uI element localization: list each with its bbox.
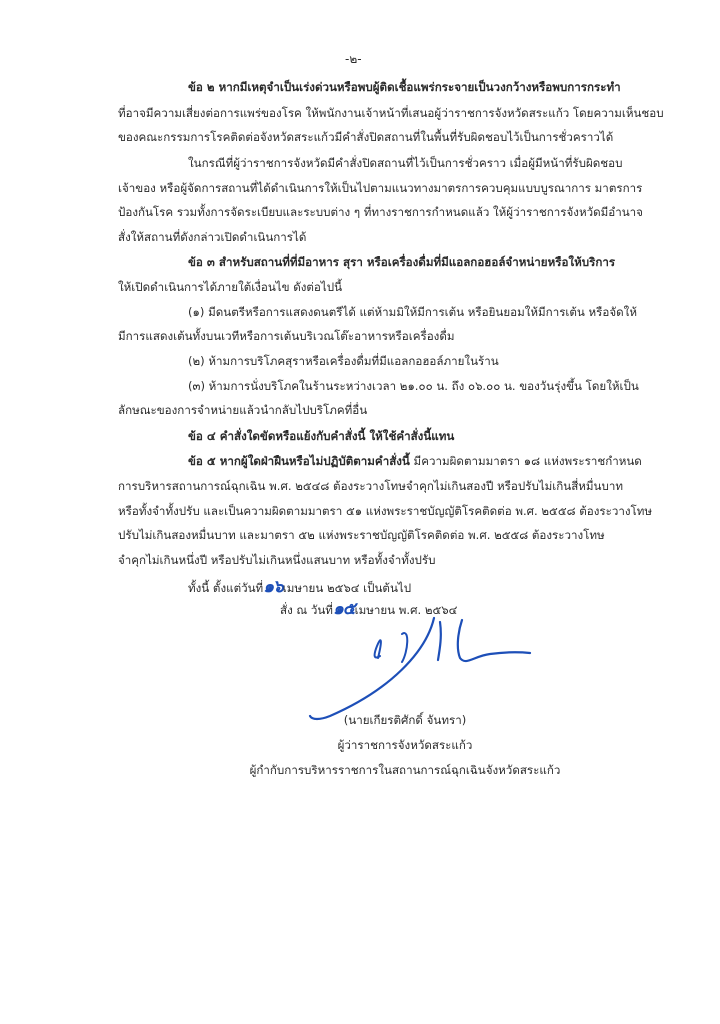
clause-2-line: ของคณะกรรมการโรคติดต่อจังหวัดสระแก้วมีคำสั่งปิดสถานที่ในพื้นที่รับผิดชอบไว้เป็นการชั่วคราวได้ <box>118 130 614 144</box>
ordered-prefix: สั่ง ณ วันที่ <box>280 603 333 617</box>
clause-5-line: หรือทั้งจำทั้งปรับ และเป็นความผิดตามมาตรา ๕๑ แห่งพระราชบัญญัติโรคติดต่อ พ.ศ. ๒๕๕๘ ต้องระวางโทษ <box>118 504 653 518</box>
ordered-suffix: เมษายน พ.ศ. ๒๕๖๔ <box>354 603 458 617</box>
clause-5-line: จำคุกไม่เกินหนึ่งปี หรือปรับไม่เกินหนึ่งแสนบาท หรือทั้งจำทั้งปรับ <box>118 553 436 567</box>
clause-3-item-1-line: มีการแสดงเต้นทั้งบนเวทีหรือการเต้นบริเวณโต๊ะอาหารหรือเครื่องดื่ม <box>118 329 455 343</box>
clause-2-line: ที่อาจมีความเสี่ยงต่อการแพร่ของโรค ให้พนักงานเจ้าหน้าที่เสนอผู้ว่าราชการจังหวัดสระแก้ว โดยความเห็นชอบ <box>118 106 664 120</box>
clause-5-line: ปรับไม่เกินสองหมื่นบาท และมาตรา ๕๒ แห่งพระราชบัญญัติโรคติดต่อ พ.ศ. ๒๕๕๘ ต้องระวางโทษ <box>118 528 605 542</box>
clause-3-item-2: (๒) ห้ามการบริโภคสุราหรือเครื่องดื่มที่มีแอลกอฮอล์ภายในร้าน <box>188 354 499 368</box>
clause-3-intro: ให้เปิดดำเนินการได้ภายใต้เงื่อนไข ดังต่อไปนี้ <box>118 280 343 294</box>
signatory-position-2: ผู้กำกับการบริหารราชการในสถานการณ์ฉุกเฉินจังหวัดสระแก้ว <box>249 763 561 777</box>
effective-day-handwritten: ๑๖ <box>263 577 283 597</box>
signatory-position-1: ผู้ว่าราชการจังหวัดสระแก้ว <box>337 738 473 752</box>
clause-2-para2-line: ในกรณีที่ผู้ว่าราชการจังหวัดมีคำสั่งปิดสถานที่ไว้เป็นการชั่วคราว เมื่อผู้มีหน้าที่รับผิดชอบ <box>188 156 623 170</box>
signatory-name: (นายเกียรติศักดิ์ จันทรา) <box>343 713 467 727</box>
page-number: -๒- <box>345 52 362 66</box>
clause-3-item-1-line: (๑) มีดนตรีหรือการแสดงดนตรีได้ แต่ห้ามมิให้มีการเต้น หรือยินยอมให้มีการเต้น หรือจัดให้ <box>188 305 637 319</box>
ordered-day-handwritten: ๑๕ <box>332 599 355 619</box>
clause-5-line: การบริหารสถานการณ์ฉุกเฉิน พ.ศ. ๒๕๔๘ ต้องระวางโทษจำคุกไม่เกินสองปี หรือปรับไม่เกินสี่หมื่นบาท <box>118 479 623 493</box>
effective-date <box>188 578 411 597</box>
clause-2-heading: ข้อ ๒ หากมีเหตุจำเป็นเร่งด่วนหรือพบผู้ติดเชื้อแพร่กระจายเป็นวงกว้างหรือพบการกระทำ <box>188 80 621 94</box>
clause-2-para2-line: ป้องกันโรค รวมทั้งการจัดระเบียบและระบบต่าง ๆ ที่ทางราชการกำหนดแล้ว ให้ผู้ว่าราชการจังหวัดมีอำนาจ <box>118 205 643 219</box>
clause-3-item-3-line: ลักษณะของการจำหน่ายแล้วนำกลับไปบริโภคที่อื่น <box>118 403 368 417</box>
clause-5-heading-rest: มีความผิดตามมาตรา ๑๘ แห่งพระราชกำหนด <box>409 454 642 468</box>
effective-suffix: เมษายน ๒๕๖๔ เป็นต้นไป <box>282 581 412 595</box>
clause-2-para2-line: เจ้าของ หรือผู้จัดการสถานที่ได้ดำเนินการให้เป็นไปตามแนวทางมาตรการควบคุมแบบบูรณาการ มาตรการ <box>118 181 643 195</box>
clause-4-heading: ข้อ ๔ คำสั่งใดขัดหรือแย้งกับคำสั่งนี้ ให้ใช้คำสั่งนี้แทน <box>188 429 455 443</box>
effective-prefix: ทั้งนี้ ตั้งแต่วันที่ <box>188 581 264 595</box>
clause-2-para2-line: สั่งให้สถานที่ดังกล่าวเปิดดำเนินการได้ <box>118 230 307 244</box>
signature-ink <box>290 612 550 722</box>
clause-3-heading: ข้อ ๓ สำหรับสถานที่ที่มีอาหาร สุรา หรือเครื่องดื่มที่มีแอลกอฮอล์จำหน่ายหรือให้บริการ <box>188 255 616 269</box>
clause-3-item-3-line: (๓) ห้ามการนั่งบริโภคในร้านระหว่างเวลา ๒๑.๐๐ น. ถึง ๐๖.๐๐ น. ของวันรุ่งขึ้น โดยให้เป็น <box>188 379 639 393</box>
signature <box>290 612 550 722</box>
clause-5-heading: ข้อ ๕ หากผู้ใดฝ่าฝืนหรือไม่ปฏิบัติตามคำสั่งนี้ <box>188 454 410 468</box>
clause-5-first-line <box>188 452 642 470</box>
